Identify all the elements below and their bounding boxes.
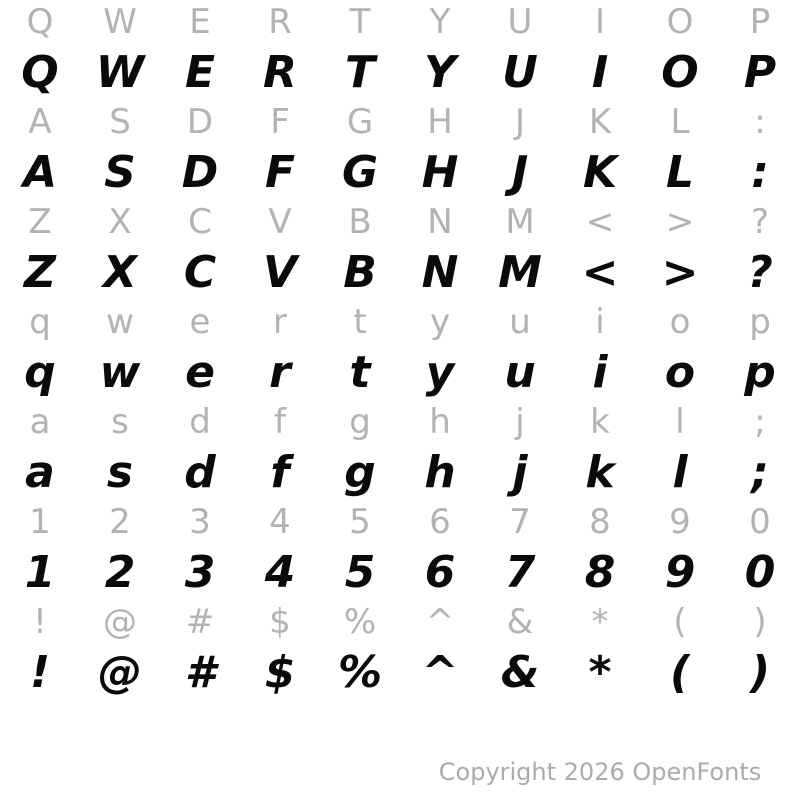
glyph-cell: X [103,247,137,298]
glyph-cell: 8 [584,547,616,598]
glyph-cell: X [108,202,132,242]
glyph-cell: V [262,247,298,298]
glyph-cell: u [509,302,531,342]
reference-row [0,500,800,545]
glyph-cell: S [104,147,136,198]
reference-row [0,400,800,445]
glyph-cell: * [588,647,612,698]
specimen-row [0,145,800,200]
reference-row [0,200,800,245]
glyph-cell: N [427,202,453,242]
glyph-cell: k [585,447,615,498]
glyph-cell: 0 [744,547,776,598]
glyph-cell: 1 [29,502,51,542]
glyph-cell: 5 [349,502,371,542]
glyph-cell: U [507,2,533,42]
specimen-row [0,245,800,300]
glyph-cell: r [273,302,287,342]
glyph-cell: > [665,202,695,242]
glyph-cell: l [675,402,685,442]
glyph-cell: k [590,402,610,442]
glyph-cell: ? [747,247,773,298]
glyph-cell: M [498,247,542,298]
glyph-cell: % [343,602,377,642]
glyph-cell: J [511,147,529,198]
glyph-cell: 8 [589,502,611,542]
glyph-cell: q [29,302,51,342]
glyph-cell: p [744,347,776,398]
glyph-cell: I [591,47,609,98]
glyph-cell: ; [754,402,766,442]
glyph-cell: N [421,247,459,298]
glyph-cell: ^ [421,647,459,698]
glyph-cell: D [186,102,214,142]
glyph-cell: a [25,447,55,498]
specimen-row [0,45,800,100]
glyph-cell: U [502,47,538,98]
glyph-cell: g [344,447,376,498]
glyph-cell: f [274,402,286,442]
glyph-cell: ! [29,647,51,698]
glyph-cell: & [506,602,534,642]
glyph-cell: A [28,102,52,142]
glyph-cell: V [268,202,292,242]
glyph-cell: p [749,302,771,342]
glyph-cell: > [661,247,699,298]
glyph-cell: I [594,2,606,42]
glyph-cell: o [664,347,696,398]
glyph-cell: h [429,402,451,442]
glyph-cell: W [95,47,145,98]
glyph-cell: 9 [664,547,696,598]
glyph-cell: F [270,102,290,142]
glyph-cell: ! [33,602,47,642]
glyph-cell: K [588,102,612,142]
glyph-cell: $ [269,602,291,642]
reference-row [0,600,800,645]
glyph-cell: 4 [264,547,296,598]
glyph-cell: j [515,402,525,442]
glyph-cell: 4 [269,502,291,542]
glyph-cell: G [346,102,374,142]
glyph-cell: 5 [344,547,376,598]
glyph-cell: s [106,447,134,498]
glyph-cell: & [500,647,540,698]
glyph-cell: H [421,147,459,198]
glyph-cell: Z [28,202,52,242]
glyph-cell: B [343,247,377,298]
glyph-cell: : [751,147,769,198]
glyph-cell: S [109,102,131,142]
glyph-cell: O [661,47,699,98]
glyph-cell: w [99,347,141,398]
glyph-cell: ) [753,602,767,642]
glyph-cell: J [514,102,526,142]
glyph-cell: P [749,2,771,42]
glyph-cell: @ [103,602,137,642]
glyph-cell: @ [98,647,142,698]
glyph-cell: i [595,302,605,342]
glyph-cell: < [581,247,619,298]
glyph-cell: H [427,102,453,142]
glyph-cell: h [424,447,456,498]
glyph-cell: w [106,302,134,342]
glyph-cell: ^ [425,602,455,642]
glyph-cell: W [103,2,137,42]
glyph-cell: C [188,202,212,242]
glyph-cell: e [185,347,215,398]
glyph-cell: % [337,647,383,698]
glyph-cell: R [268,2,292,42]
glyph-cell: ? [750,202,770,242]
glyph-cell: o [669,302,691,342]
glyph-cell: 6 [429,502,451,542]
glyph-cell: Q [26,2,54,42]
glyph-cell: E [189,2,211,42]
glyph-cell: L [665,147,695,198]
specimen-row [0,345,800,400]
glyph-cell: ) [749,647,771,698]
glyph-cell: E [184,47,216,98]
glyph-cell: q [24,347,56,398]
glyph-cell: t [353,302,367,342]
glyph-cell: < [585,202,615,242]
specimen-row [0,645,800,700]
glyph-cell: R [263,47,297,98]
glyph-cell: ; [751,447,769,498]
reference-row [0,300,800,345]
glyph-cell: : [754,102,766,142]
glyph-cell: 0 [749,502,771,542]
glyph-cell: K [582,147,618,198]
glyph-cell: L [670,102,690,142]
glyph-cell: # [184,647,216,698]
glyph-cell: i [592,347,608,398]
glyph-cell: $ [264,647,296,698]
glyph-cell: O [666,2,694,42]
glyph-cell: t [349,347,371,398]
glyph-cell: 3 [189,502,211,542]
glyph-cell: ( [673,602,687,642]
glyph-cell: D [181,147,219,198]
glyph-cell: Y [424,47,456,98]
copyright-text: Copyright 2026 OpenFonts [438,758,762,786]
glyph-cell: A [22,147,58,198]
glyph-cell: u [504,347,536,398]
glyph-cell: F [264,147,296,198]
glyph-cell: 7 [504,547,536,598]
glyph-cell: d [189,402,211,442]
glyph-cell: Z [24,247,56,298]
glyph-cell: 9 [669,502,691,542]
glyph-cell: a [29,402,51,442]
glyph-cell: l [672,447,688,498]
glyph-cell: * [591,602,609,642]
glyph-cell: # [185,602,215,642]
glyph-cell: 7 [509,502,531,542]
glyph-cell: d [184,447,216,498]
glyph-cell: j [512,447,528,498]
glyph-cell: G [341,147,379,198]
glyph-cell: T [349,2,371,42]
glyph-cell: s [111,402,129,442]
glyph-cell: 2 [109,502,131,542]
glyph-cell: f [270,447,290,498]
glyph-cell: r [269,347,291,398]
glyph-cell: 6 [424,547,456,598]
reference-row [0,100,800,145]
glyph-cell: e [189,302,211,342]
glyph-cell: B [348,202,372,242]
glyph-cell: Q [21,47,59,98]
glyph-cell: C [183,247,217,298]
glyph-cell: T [344,47,375,98]
glyph-cell: P [743,47,777,98]
glyph-cell: Y [429,2,451,42]
glyph-cell: M [505,202,535,242]
glyph-cell: ( [669,647,691,698]
specimen-row [0,545,800,600]
reference-row [0,0,800,45]
glyph-cell: 3 [184,547,216,598]
glyph-cell: 2 [104,547,136,598]
specimen-row [0,445,800,500]
glyph-cell: y [425,347,455,398]
glyph-cell: g [349,402,371,442]
glyph-cell: y [429,302,451,342]
glyph-cell: 1 [24,547,56,598]
